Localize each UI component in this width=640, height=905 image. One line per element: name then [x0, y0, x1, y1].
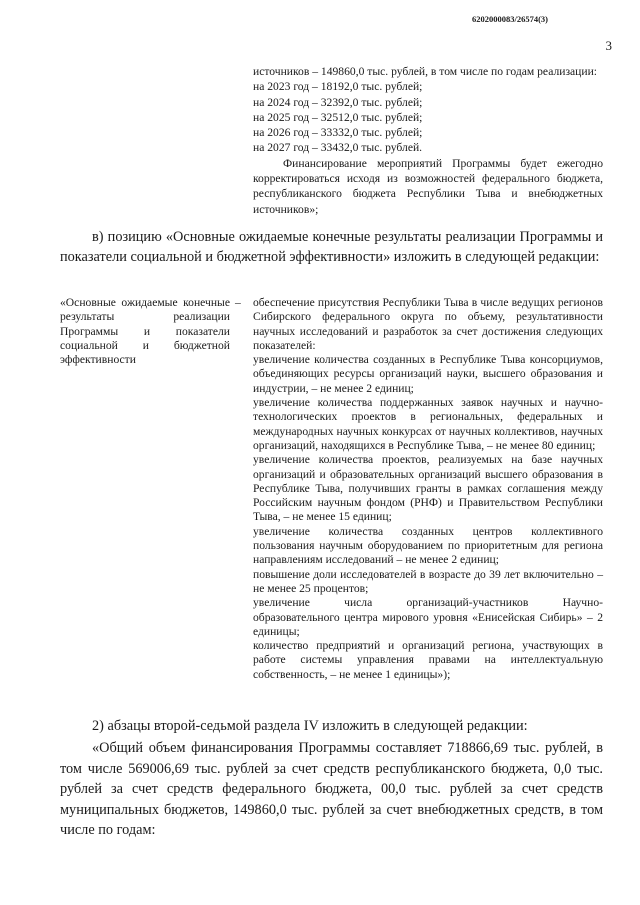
table-left-cell: «Основные ожидаемые конечные результаты реализации Программы и показатели социальной и бюджетной эффективности [60, 296, 230, 367]
spread-word: организаций-участников [406, 596, 529, 610]
result-item: увеличение количества созданных центров коллективного пользования научным оборудованием по приоритетным для региона направлениям исследований – не менее 2 единиц; [253, 524, 603, 567]
result-item: увеличение количества созданных в Республике Тыва консорциумов, объединяющих ресурсы организаций науки, высшего образования и индустрии, – не менее 2 единиц; [253, 353, 603, 395]
table-right-cell [253, 296, 603, 682]
funding-line: на 2023 год – 18192,0 тыс. рублей; [253, 80, 423, 94]
funding-line: на 2025 год – 32512,0 тыс. рублей; [253, 110, 423, 124]
document-id: 6202000083/26574(3) [471, 14, 548, 24]
funding-by-year-block [253, 64, 603, 217]
table-dash: – [235, 296, 241, 309]
result-item: увеличение количества поддержанных заявок научных и научно-технологических проектов в региональных, федеральных и международных научных конкурсах от научных коллективов, научных организаций, находящихся в Республике Тыва, – не менее 80 единиц; [253, 396, 603, 452]
result-item: образовательного центра мирового уровня «Енисейская Сибирь» – 2 единицы; [253, 610, 603, 638]
funding-line: на 2024 год – 32392,0 тыс. рублей; [253, 95, 423, 109]
spread-word: числа [344, 596, 373, 610]
item-2-heading: 2) абзацы второй-седьмой раздела IV изложить в следующей редакции: [92, 718, 528, 734]
financing-note: Финансирование мероприятий Программы будет ежегодно корректироваться исходя из возможностей федерального бюджета, республиканского бюджета Республики Тыва и внебюджетных источников»; [253, 156, 603, 216]
result-item: повышение доли исследователей в возрасте до 39 лет включительно – не менее 25 процентов; [253, 567, 603, 595]
spread-line [253, 596, 603, 610]
result-item: увеличение количества проектов, реализуемых на базе научных организаций и образовательных организаций высшего образования в Республике Тыва, получивших гранты в рамках соглашения между Российским научным фондом (РНФ) и Правительством Республики Тыва, – не менее 15 единиц; [253, 453, 603, 524]
funding-line: на 2026 год – 33332,0 тыс. рублей; [253, 126, 423, 140]
item-v-paragraph: в) позицию «Основные ожидаемые конечные результаты реализации Программы и показатели социальной и бюджетной эффективности» изложить в следующей редакции: [60, 229, 603, 265]
item-2-text: «Общий объем финансирования Программы составляет 718866,69 тыс. рублей, в том числе 569006,69 тыс. рублей за счет средств республиканского бюджета, 0,0 тыс. рублей за счет средств федерального бюджета, 00,0 тыс. рублей за счет средств муниципальных бюджетов, 149860,0 тыс. рублей за счет внебюджетных средств, в том числе по годам: [60, 740, 603, 838]
funding-line: источников – 149860,0 тыс. рублей, в том числе по годам реализации: [253, 65, 598, 78]
spread-word: Научно- [562, 596, 603, 610]
funding-line: на 2027 год – 33432,0 тыс. рублей. [253, 141, 423, 155]
spread-word: увеличение [253, 596, 310, 610]
page-number: 3 [605, 38, 612, 53]
result-item: обеспечение присутствия Республики Тыва в числе ведущих регионов Сибирского федерального округа по объему, результативности научных исследований и разработок за счет достижения следующих показателей: [253, 296, 603, 352]
result-item: количество предприятий и организаций региона, участвующих в работе системы управления правами на интеллектуальную собственность, – не менее 1 единицы»); [253, 639, 603, 681]
